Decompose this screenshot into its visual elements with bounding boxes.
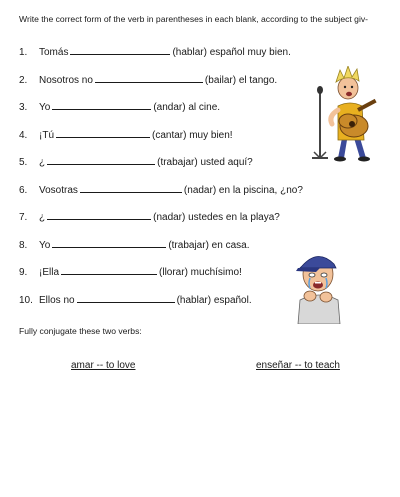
item-verb-clause: (nadar) en la piscina, ¿no? xyxy=(183,185,303,196)
item-verb-clause: (hablar) español. xyxy=(176,295,252,306)
item-subject: Yo xyxy=(39,240,51,251)
exercise-item xyxy=(19,127,233,141)
conjugate-instruction: Fully conjugate these two verbs: xyxy=(19,326,142,336)
answer-blank[interactable] xyxy=(47,209,151,220)
singer-with-guitar-icon xyxy=(302,66,380,162)
answer-blank[interactable] xyxy=(52,237,166,248)
item-number: 8. xyxy=(19,240,28,251)
item-number: 5. xyxy=(19,157,28,168)
item-verb-clause: (llorar) muchísimo! xyxy=(159,267,242,278)
item-verb-clause: (andar) al cine. xyxy=(153,102,221,113)
answer-blank[interactable] xyxy=(61,264,157,275)
crying-man-icon xyxy=(290,248,348,324)
item-subject: Ellos no xyxy=(39,295,75,306)
item-subject: Nosotros no xyxy=(39,75,93,86)
item-subject: ¿ xyxy=(39,157,46,168)
item-verb-clause: (bailar) el tango. xyxy=(204,75,278,86)
exercise-item xyxy=(19,237,249,251)
item-subject: Vosotras xyxy=(39,185,78,196)
answer-blank[interactable] xyxy=(77,292,175,303)
exercise-item xyxy=(19,264,242,278)
item-verb-clause: (trabajar) usted aquí? xyxy=(157,157,253,168)
item-verb-clause: (hablar) español muy bien. xyxy=(172,47,291,58)
item-number: 10. xyxy=(19,295,33,306)
item-subject: ¡Tú xyxy=(39,130,54,141)
item-verb-clause: (cantar) muy bien! xyxy=(152,130,233,141)
answer-blank[interactable] xyxy=(56,127,150,138)
item-number: 2. xyxy=(19,75,28,86)
item-subject: ¡Ella xyxy=(39,267,60,278)
item-number: 4. xyxy=(19,130,28,141)
item-verb-clause: (nadar) ustedes en la playa? xyxy=(153,212,280,223)
verb-ensenar: enseñar -- to teach xyxy=(256,360,340,371)
item-number: 3. xyxy=(19,102,28,113)
exercise-item xyxy=(19,154,253,168)
exercise-item xyxy=(19,44,291,58)
item-number: 7. xyxy=(19,212,28,223)
answer-blank[interactable] xyxy=(70,44,170,55)
answer-blank[interactable] xyxy=(52,99,151,110)
item-number: 9. xyxy=(19,267,28,278)
exercise-item xyxy=(19,182,303,196)
answer-blank[interactable] xyxy=(95,72,203,83)
answer-blank[interactable] xyxy=(47,154,155,165)
item-subject: ¿ xyxy=(39,212,46,223)
item-number: 6. xyxy=(19,185,28,196)
exercise-item xyxy=(19,292,252,306)
exercise-item xyxy=(19,209,280,223)
instruction-text: Write the correct form of the verb in parentheses in each blank, according to the subject giv- xyxy=(19,14,369,24)
item-subject: Yo xyxy=(39,102,51,113)
item-number: 1. xyxy=(19,47,28,58)
answer-blank[interactable] xyxy=(80,182,182,193)
exercise-item xyxy=(19,99,220,113)
verb-amar: amar -- to love xyxy=(71,360,136,371)
exercise-item xyxy=(19,72,277,86)
item-subject: Tomás xyxy=(39,47,69,58)
item-verb-clause: (trabajar) en casa. xyxy=(168,240,250,251)
